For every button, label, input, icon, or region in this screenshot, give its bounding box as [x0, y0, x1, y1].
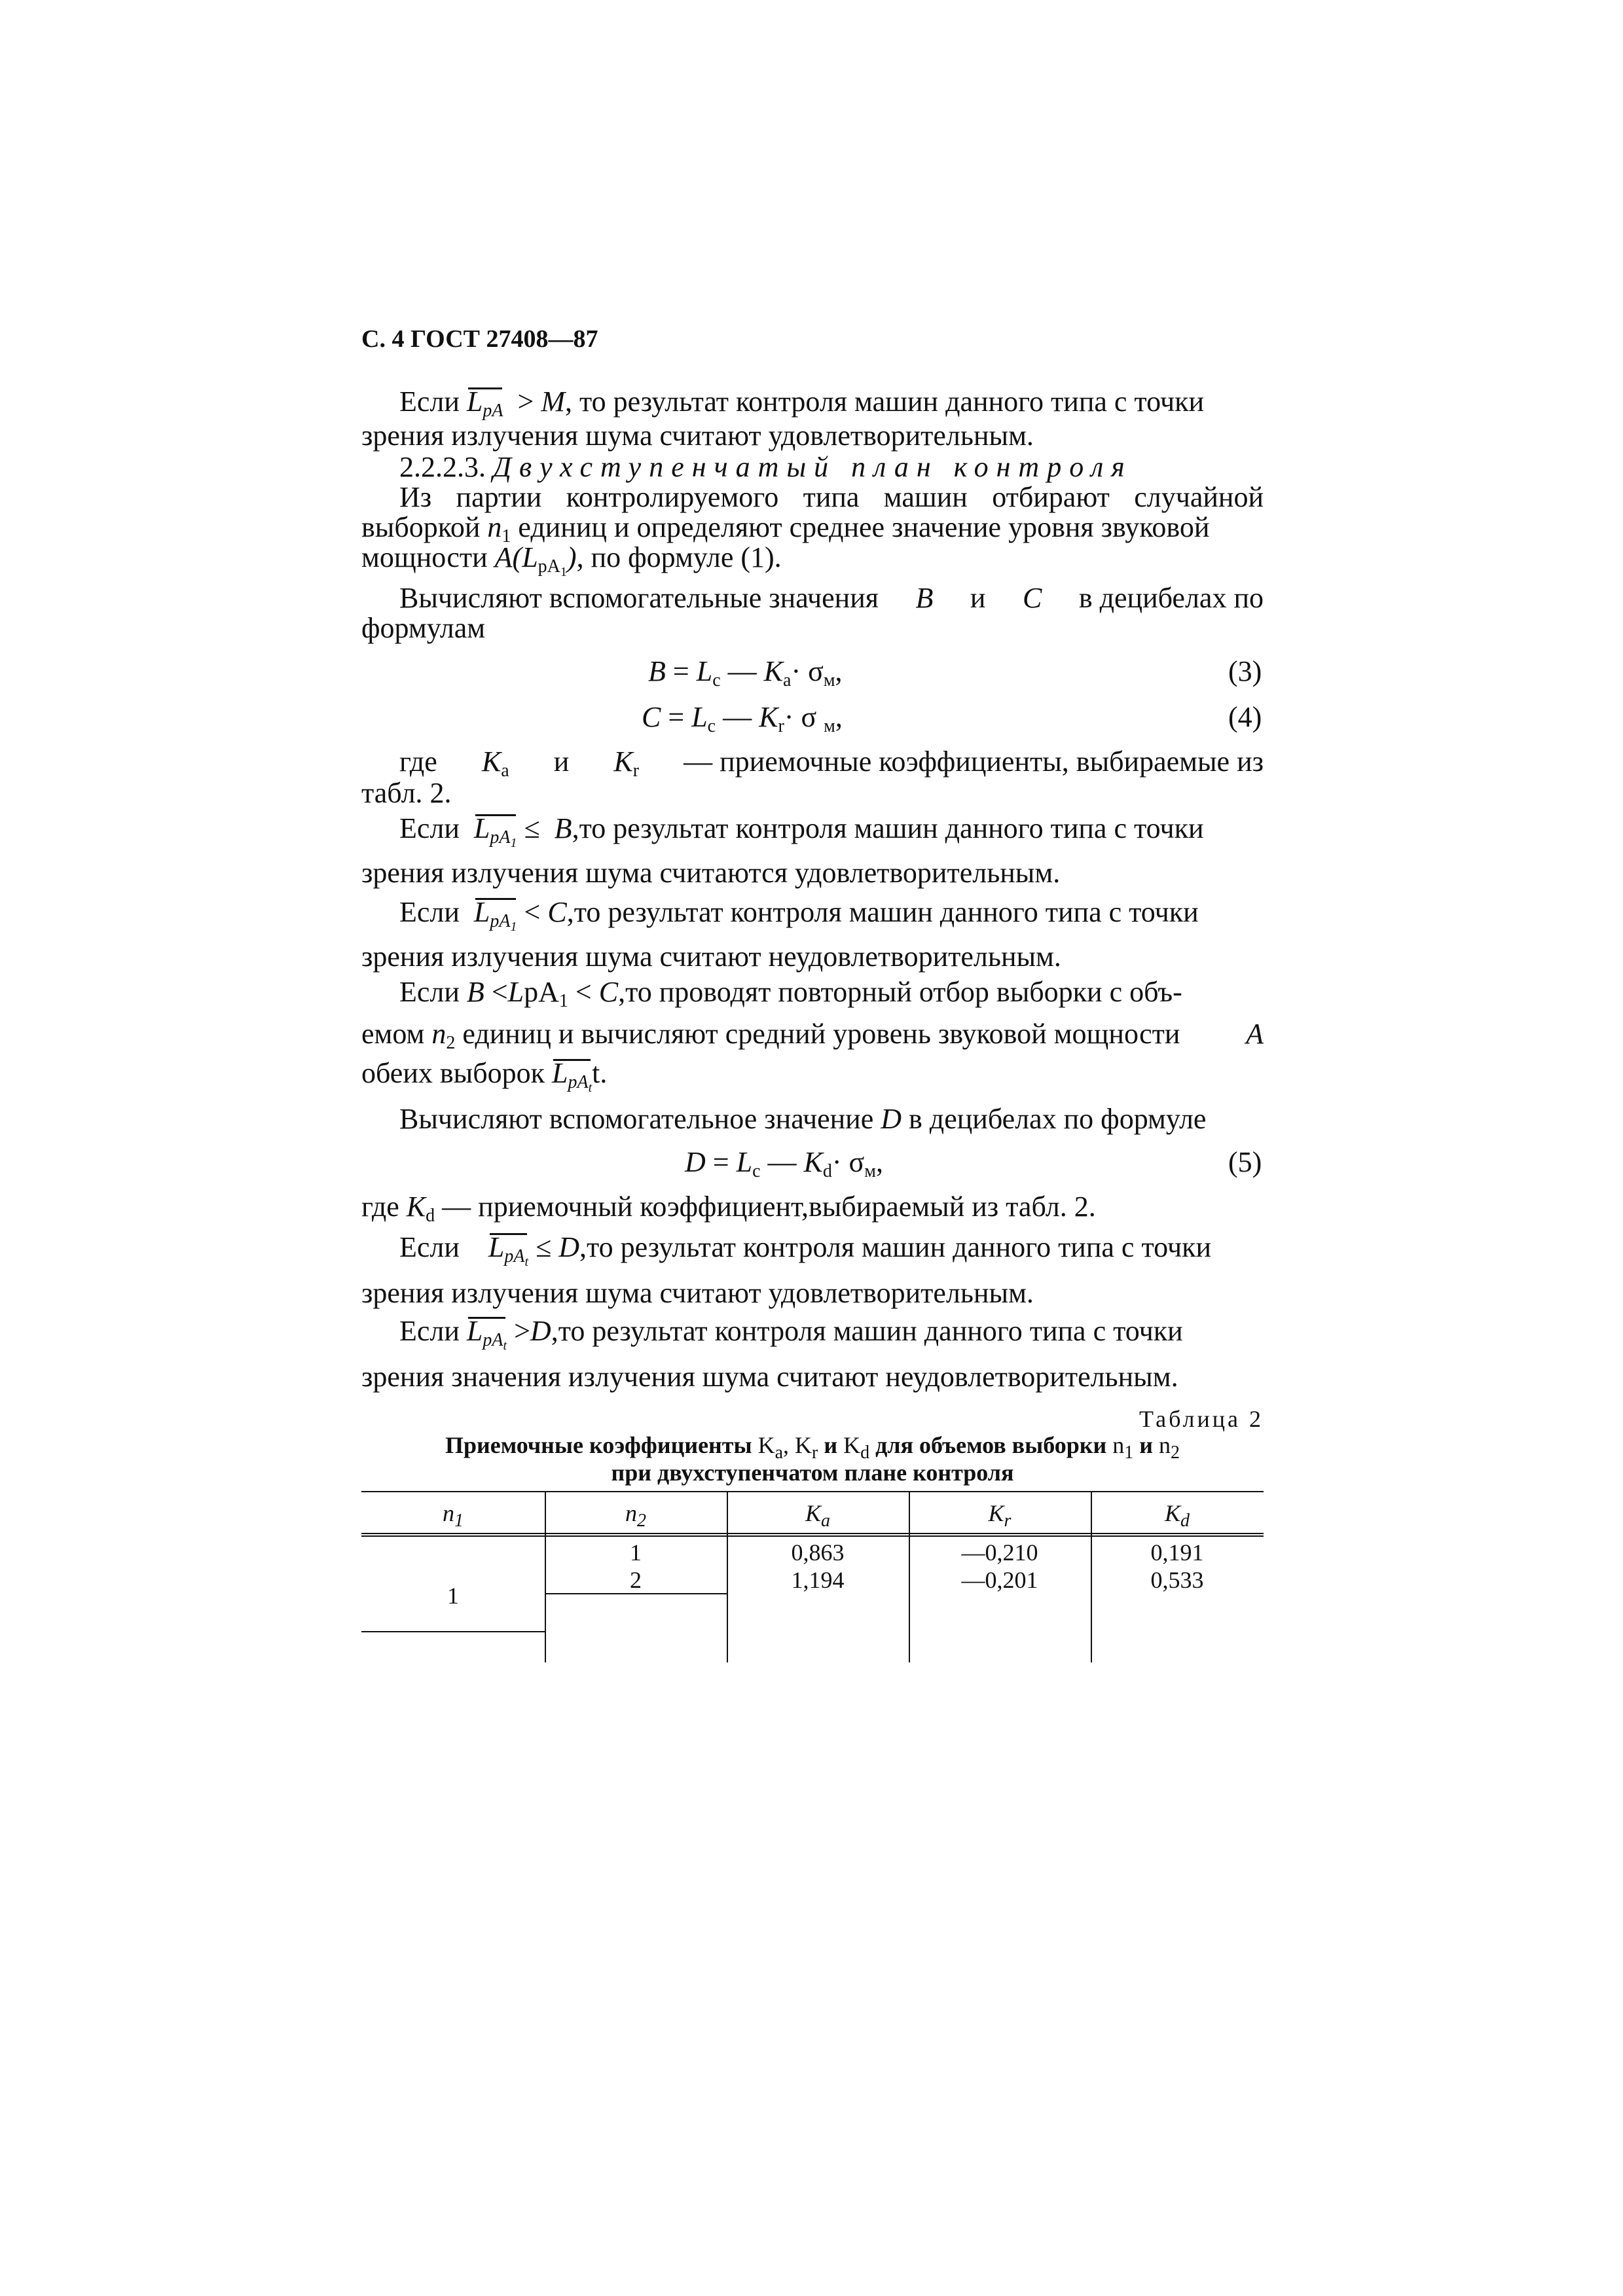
equation: [648, 655, 843, 689]
symbol: n: [443, 1500, 454, 1526]
symbol: K: [481, 745, 501, 778]
text: где: [361, 1191, 399, 1223]
operator: ·: [791, 655, 809, 687]
subscript: d: [1180, 1511, 1190, 1531]
subscript: [490, 827, 517, 848]
symbol: K: [406, 1191, 426, 1223]
subscript: a: [775, 1443, 784, 1463]
equation-number: (5): [1228, 1146, 1262, 1178]
operator: >: [517, 386, 541, 418]
subscript: [504, 1246, 529, 1269]
table-cell-ka: 1,194: [791, 1567, 845, 1593]
operator: ·: [784, 701, 801, 733]
column-header: [727, 1500, 909, 1531]
text: Вычисляют вспомогательное значение: [399, 1103, 874, 1135]
equation-number: (3): [1228, 655, 1262, 687]
column-header: [909, 1500, 1091, 1531]
section-title: Двухступенчатый план контроля: [493, 451, 1133, 483]
operator: ≤: [528, 1231, 559, 1263]
paragraph-line: [361, 541, 782, 579]
symbol: D: [558, 1231, 580, 1263]
subscript: c: [752, 1161, 761, 1181]
table-cell-kd: 0,191: [1150, 1539, 1204, 1566]
symbol: ): [566, 541, 577, 573]
symbol: L: [473, 896, 490, 928]
symbol: C: [547, 896, 567, 928]
paragraph-line: [399, 1102, 1206, 1136]
paragraph-line: [399, 812, 1204, 850]
operator: ≤: [517, 812, 547, 844]
subscript: [483, 1330, 507, 1353]
text: ,то результат контроля машин данного типа с точки: [572, 812, 1204, 844]
symbol-group: [843, 1432, 870, 1463]
overlined-symbol: [551, 1056, 593, 1095]
subscript: 1: [454, 1511, 464, 1531]
symbol: A(L: [494, 541, 538, 573]
subscript: a: [821, 1511, 830, 1531]
table-cell-n2: 2: [630, 1567, 642, 1593]
table-rule: [361, 1491, 1264, 1492]
table-cell-n1: 1: [447, 1583, 459, 1609]
subscript-text: pA: [504, 1246, 525, 1266]
text: и: [1139, 1432, 1153, 1458]
text: и: [553, 745, 570, 778]
text-group: [361, 1017, 1180, 1051]
equation: [685, 1145, 883, 1179]
text: [361, 511, 1209, 545]
overlined-symbol: [473, 895, 517, 934]
subscript-text: pA: [490, 827, 511, 848]
paragraph-line: [399, 1314, 1183, 1353]
subscript: 1: [1124, 1443, 1134, 1463]
overlined-symbol: [473, 812, 517, 850]
formula-text: [361, 385, 1204, 419]
symbol-group: [482, 745, 509, 779]
text: pA: [524, 976, 559, 1008]
text: Если: [399, 1315, 460, 1347]
text: и: [824, 1432, 838, 1458]
symbol-group: [613, 745, 639, 779]
text: ,: [835, 655, 843, 687]
table-rule: [361, 1631, 545, 1632]
symbol: σ: [848, 1146, 865, 1178]
table-cell-kd: 0,533: [1150, 1567, 1204, 1593]
subscript: м: [823, 670, 835, 691]
symbol: σ: [801, 701, 824, 733]
text: ,то результат контроля машин данного типа с точки: [579, 1231, 1212, 1263]
table-rule: [545, 1593, 727, 1594]
symbol: K: [759, 701, 778, 733]
operator: ·: [831, 1146, 849, 1178]
text: единиц и определяют среднее значение уровня звуковой: [518, 511, 1210, 543]
operator: =: [661, 701, 692, 733]
text: Вычисляют вспомогательные значения: [399, 582, 879, 614]
text: Если: [399, 812, 460, 844]
text: обеих выборок: [361, 1057, 545, 1089]
paragraph-line: зрения излучения шума считают неудовлетворительным.: [361, 941, 1061, 973]
subsubscript: 1: [510, 836, 517, 850]
symbol: A: [1246, 1018, 1264, 1050]
operator: —: [716, 701, 759, 733]
subsubscript: 1: [510, 920, 517, 934]
text: t.: [592, 1057, 608, 1089]
subscript: r: [812, 1443, 818, 1463]
subscript-text: pA: [568, 1072, 589, 1092]
symbol: K: [613, 745, 633, 778]
text: единиц и вычисляют средний уровень звуковой мощности: [462, 1018, 1180, 1050]
paragraph-line: зрения излучения шума считают удовлетворительным.: [361, 420, 1034, 452]
subscript: м: [824, 716, 835, 736]
symbol: n: [1159, 1432, 1171, 1458]
subscript: r: [632, 761, 640, 781]
text: , по формуле (1).: [576, 541, 782, 573]
symbol: L: [551, 1057, 568, 1089]
text: — приемочный коэффициент,выбираемый из табл. 2.: [442, 1191, 1096, 1223]
operator: >: [507, 1315, 530, 1347]
symbol: C: [598, 976, 619, 1008]
paragraph-line: [399, 745, 1264, 779]
paragraph-line: [361, 385, 1264, 419]
overlined-symbol: [467, 385, 503, 419]
text: Если: [399, 976, 460, 1008]
symbol: B: [466, 976, 484, 1008]
text: где: [399, 745, 437, 778]
symbol: K: [763, 655, 783, 687]
subscript: pA: [483, 401, 503, 421]
operator: =: [705, 1146, 737, 1178]
text: и: [970, 582, 986, 614]
subscript: d: [822, 1161, 832, 1181]
text: в децибелах по формуле: [909, 1103, 1207, 1135]
text: в децибелах по: [1078, 582, 1264, 614]
subsubscript: t: [524, 1255, 529, 1269]
subscript: 2: [446, 1033, 456, 1053]
overlined-symbol: [488, 1230, 529, 1269]
subsubscript: 1: [560, 565, 567, 579]
operator: <: [484, 976, 508, 1008]
subscript: c: [707, 716, 716, 736]
symbol: B: [554, 812, 572, 844]
paragraph-line: формулам: [361, 612, 486, 644]
text: Приемочные коэффициенты: [445, 1432, 752, 1458]
paragraph-line: Из партии контролируемого типа машин отбирают случайной: [399, 481, 1264, 513]
subsubscript: t: [588, 1081, 593, 1095]
text: Если: [399, 1231, 460, 1263]
text: ,то результат контроля машин данного типа с точки: [551, 1315, 1183, 1347]
symbol: n: [625, 1500, 637, 1526]
page-header: С. 4 ГОСТ 27408—87: [361, 325, 598, 353]
table-cell-kr: —0,210: [961, 1539, 1038, 1566]
text: ,: [875, 1146, 883, 1178]
text: ,то результат контроля машин данного типа с точки: [566, 896, 1199, 928]
symbol: L: [488, 1231, 505, 1263]
symbol: D: [530, 1315, 551, 1347]
paragraph-line: табл. 2.: [361, 777, 452, 809]
column-header: [545, 1500, 727, 1531]
table-caption-line2: при двухступенчатом плане контроля: [611, 1460, 1014, 1486]
column-header: [361, 1500, 545, 1531]
symbol: L: [507, 976, 524, 1008]
text: , то результат контроля машин данного типа с точки: [565, 386, 1204, 418]
text: мощности: [361, 541, 488, 573]
paragraph-line: [399, 895, 1199, 934]
operator: —: [720, 655, 764, 687]
section-heading: [399, 450, 1133, 484]
subscript: [568, 1072, 593, 1095]
symbol: D: [881, 1103, 902, 1135]
symbol: n: [431, 1018, 447, 1050]
paragraph-line: [361, 511, 1264, 545]
text: — приемочные коэффициенты, выбираемые из: [684, 745, 1264, 778]
overlined-symbol: [466, 1314, 507, 1353]
subscript: 2: [1171, 1443, 1180, 1463]
symbol: L: [466, 386, 483, 418]
symbol: C: [642, 701, 661, 733]
text: для объемов выборки: [875, 1432, 1107, 1458]
paragraph-line: [361, 1017, 1264, 1051]
symbol-group: [1112, 1432, 1134, 1463]
paragraph-line: зрения излучения шума считаются удовлетворительным.: [361, 857, 1061, 889]
subscript: 1: [558, 991, 568, 1011]
symbol: L: [736, 1146, 753, 1178]
symbol: K: [803, 1146, 823, 1178]
operator: <: [517, 896, 548, 928]
equation: [642, 700, 843, 734]
table-label: Таблица 2: [1139, 1406, 1264, 1432]
text: Если: [399, 896, 460, 928]
subscript: м: [864, 1161, 876, 1181]
subscript: [538, 556, 567, 577]
symbol: C: [1022, 582, 1042, 614]
text: емом: [361, 1018, 425, 1050]
text: выборкой: [361, 511, 481, 543]
text: ,то проводят повторный отбор выборки с объ-: [618, 976, 1182, 1008]
paragraph-line: [361, 1056, 608, 1095]
operator: =: [665, 655, 697, 687]
subscript-text: pA: [483, 1330, 503, 1350]
subscript: 1: [501, 526, 511, 547]
table-cell-kr: —0,201: [961, 1567, 1038, 1593]
table-caption: [361, 1432, 1264, 1463]
paragraph-line: [399, 1230, 1212, 1269]
equation-number: (4): [1228, 701, 1262, 733]
text: ,: [835, 701, 843, 733]
subscript: r: [1004, 1511, 1012, 1531]
operator: —: [760, 1146, 804, 1178]
symbol: K: [843, 1432, 861, 1458]
column-header: [1091, 1500, 1264, 1531]
paragraph-line: зрения излучения шума считают удовлетворительным.: [361, 1277, 1034, 1309]
symbol: L: [696, 655, 713, 687]
subscript-text: pA: [538, 556, 560, 577]
operator: <: [568, 976, 599, 1008]
subscript: a: [783, 670, 792, 691]
subscript: [490, 911, 517, 934]
symbol: K: [757, 1432, 775, 1458]
table-rule: [361, 1533, 1264, 1534]
table-cell-n2: 1: [630, 1539, 642, 1566]
paragraph-line: зрения значения излучения шума считают неудовлетворительным.: [361, 1361, 1178, 1393]
subscript-text: pA: [490, 911, 511, 931]
subscript: r: [778, 716, 784, 736]
subscript: c: [712, 670, 721, 691]
symbol: K: [795, 1432, 812, 1458]
symbol: M: [541, 386, 565, 418]
symbol: D: [685, 1146, 706, 1178]
symbol-group: [1159, 1432, 1180, 1463]
symbol: K: [805, 1500, 821, 1526]
symbol: L: [466, 1315, 483, 1347]
symbol: K: [988, 1500, 1004, 1526]
symbol-group: $K_a$, $K_r$: [757, 1432, 818, 1463]
paragraph-line: [361, 1190, 1096, 1224]
subscript: d: [860, 1443, 870, 1463]
symbol: B: [915, 582, 934, 614]
symbol: L: [473, 812, 490, 844]
text: Если: [399, 386, 460, 418]
symbol: K: [1164, 1500, 1180, 1526]
symbol: n: [487, 511, 502, 543]
symbol: n: [1112, 1432, 1125, 1458]
table-cell-ka: 0,863: [791, 1539, 845, 1566]
paragraph-line: [399, 581, 1264, 615]
symbol: L: [691, 701, 708, 733]
paragraph-line: [399, 975, 1182, 1009]
symbol: B: [648, 655, 666, 687]
subsubscript: t: [503, 1338, 507, 1353]
symbol: σ: [808, 655, 824, 687]
subscript: a: [501, 761, 509, 781]
table-rule: [361, 1535, 1264, 1537]
section-number: 2.2.2.3.: [399, 451, 486, 483]
subscript: 2: [637, 1511, 646, 1531]
subscript: d: [426, 1206, 435, 1226]
